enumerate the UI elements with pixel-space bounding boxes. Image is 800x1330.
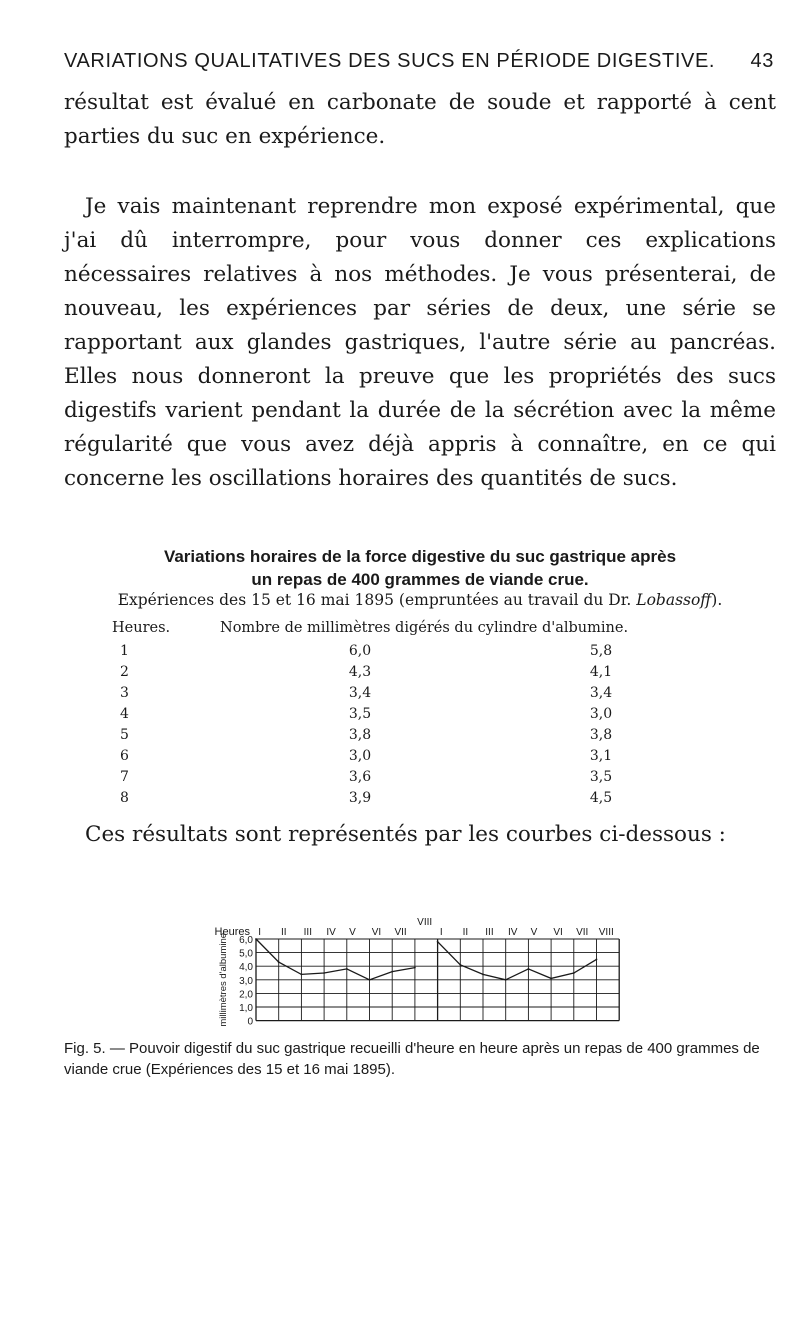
paragraph-2 bbox=[64, 190, 776, 496]
data-point bbox=[437, 941, 439, 943]
table-header-row bbox=[112, 620, 742, 640]
y-axis-label: millimètres d'albumine bbox=[218, 932, 229, 1027]
data-point bbox=[301, 973, 303, 975]
caption-source-end: ). bbox=[711, 591, 723, 609]
x-tick-label: VI bbox=[371, 927, 382, 938]
table-row bbox=[112, 640, 742, 661]
series-line-1 bbox=[256, 939, 415, 980]
data-point bbox=[528, 968, 530, 970]
x-tick-label: VII bbox=[576, 927, 589, 938]
x-tick-label: VIII bbox=[417, 917, 433, 928]
table-caption-line-2: un repas de 400 grammes de viande crue. bbox=[251, 570, 589, 589]
x-axis-label: Heures bbox=[214, 926, 250, 938]
table-row bbox=[112, 766, 742, 787]
value-cell-day-2: 5,8 bbox=[589, 642, 613, 659]
value-cell-day-2: 3,4 bbox=[589, 684, 613, 701]
y-tick-label: 6,0 bbox=[239, 935, 253, 946]
hour-cell: 3 bbox=[120, 684, 129, 701]
table-row bbox=[112, 724, 742, 745]
data-point bbox=[414, 967, 416, 969]
data-point bbox=[550, 978, 552, 980]
x-tick-label: II bbox=[280, 927, 287, 938]
x-tick-label: IV bbox=[507, 927, 518, 938]
value-cell-day-1: 3,0 bbox=[348, 747, 372, 764]
y-tick-label: 1,0 bbox=[239, 1003, 253, 1014]
x-tick-label: III bbox=[303, 927, 313, 938]
paragraph-3-text: Ces résultats sont représentés par les courbes ci-dessous : bbox=[85, 822, 726, 847]
paragraph-1-text: résultat est évalué en carbonate de soude et rapporté à cent parties du suc en expérience. bbox=[64, 90, 776, 149]
y-tick-label: 2,0 bbox=[239, 989, 253, 1001]
data-point bbox=[596, 959, 598, 961]
value-cell-day-1: 3,8 bbox=[348, 726, 372, 743]
x-tick-label: IV bbox=[326, 927, 336, 938]
data-point bbox=[323, 972, 325, 974]
x-tick-label: I bbox=[258, 927, 262, 938]
data-point bbox=[391, 971, 393, 973]
table-row bbox=[112, 682, 742, 703]
paragraph-2-text: Je vais maintenant reprendre mon exposé expérimental, que j'ai dû interrompre, pour vous donner ces explications nécessaires relatives à nos méthodes. Je vous présenterai, de nouveau, les expériences par séries de deux, une série se rapportant aux glandes gastriques, l'autre série au pancréas. Elles nous donneront la preuve que les propriétés des sucs digestifs varient pendant la durée de la sécrétion avec la même régularité que vous avez déjà appris à connaître, en ce qui concerne les oscillations horaires des quantités de sucs. bbox=[64, 194, 776, 491]
value-cell-day-2: 3,1 bbox=[589, 747, 613, 764]
value-cell-day-2: 3,8 bbox=[589, 726, 613, 743]
x-tick-label: I bbox=[439, 927, 443, 938]
x-tick-label: II bbox=[462, 927, 469, 938]
data-point bbox=[505, 979, 507, 981]
hour-cell: 1 bbox=[120, 642, 129, 659]
series-line-2 bbox=[438, 942, 597, 980]
data-point bbox=[278, 961, 280, 963]
x-tick-label: V bbox=[349, 927, 356, 938]
value-cell-day-2: 3,0 bbox=[589, 705, 613, 722]
x-tick-label: III bbox=[485, 927, 494, 938]
value-cell-day-1: 4,3 bbox=[348, 663, 372, 680]
table-row bbox=[112, 703, 742, 724]
data-table bbox=[112, 620, 742, 808]
y-tick-label: 0 bbox=[247, 1016, 253, 1028]
value-cell-day-1: 3,6 bbox=[348, 768, 372, 785]
running-header bbox=[64, 50, 774, 73]
figure-caption: Fig. 5. — Pouvoir digestif du suc gastrique recueilli d'heure en heure après un repas de 400 grammes de viande crue (Expériences des 15 et 16 mai 1895). bbox=[64, 1040, 760, 1078]
hour-cell: 4 bbox=[120, 705, 129, 722]
value-cell-day-1: 6,0 bbox=[348, 642, 372, 659]
caption-source-text: Expériences des 15 et 16 mai 1895 (empruntées au travail du Dr. bbox=[117, 591, 637, 609]
table-row bbox=[112, 661, 742, 682]
paragraph-1 bbox=[64, 86, 776, 154]
table-caption-line-1: Variations horaires de la force digestive du suc gastrique après bbox=[163, 547, 677, 566]
column-header-hours: Heures. bbox=[112, 620, 171, 636]
value-cell-day-2: 3,5 bbox=[589, 768, 613, 785]
value-cell-day-1: 3,5 bbox=[348, 705, 372, 722]
page-number: 43 bbox=[750, 50, 774, 72]
data-point bbox=[346, 968, 348, 970]
hour-cell: 2 bbox=[120, 663, 129, 680]
table-body bbox=[112, 640, 742, 808]
hour-cell: 6 bbox=[120, 747, 129, 764]
value-cell-day-1: 3,4 bbox=[348, 684, 372, 701]
table-caption-line-3 bbox=[64, 591, 776, 609]
hour-cell: 7 bbox=[120, 768, 129, 785]
running-title: VARIATIONS QUALITATIVES DES SUCS EN PÉRIODE DIGESTIVE. bbox=[64, 50, 716, 72]
table-row bbox=[112, 745, 742, 766]
value-cell-day-2: 4,1 bbox=[589, 663, 613, 680]
data-point bbox=[459, 964, 461, 966]
y-tick-label: 3,0 bbox=[239, 975, 253, 987]
x-tick-label: VI bbox=[553, 927, 563, 938]
y-tick-label: 5,0 bbox=[239, 948, 253, 960]
x-tick-label: VII bbox=[394, 927, 407, 938]
data-point bbox=[482, 973, 484, 975]
value-cell-day-2: 4,5 bbox=[589, 789, 613, 806]
x-tick-label: V bbox=[530, 927, 538, 938]
paragraph-3 bbox=[64, 818, 776, 852]
data-point bbox=[369, 979, 371, 981]
y-tick-label: 4,0 bbox=[239, 962, 253, 974]
data-point bbox=[573, 972, 575, 974]
digestive-power-chart bbox=[0, 915, 800, 1030]
data-point bbox=[255, 938, 257, 940]
value-cell-day-1: 3,9 bbox=[348, 789, 372, 806]
hour-cell: 8 bbox=[120, 789, 129, 806]
x-tick-label: VIII bbox=[598, 927, 614, 938]
caption-author: Lobassoff bbox=[636, 591, 712, 609]
hour-cell: 5 bbox=[120, 726, 129, 743]
column-header-values: Nombre de millimètres digérés du cylindre d'albumine. bbox=[220, 620, 629, 636]
table-row bbox=[112, 787, 742, 808]
